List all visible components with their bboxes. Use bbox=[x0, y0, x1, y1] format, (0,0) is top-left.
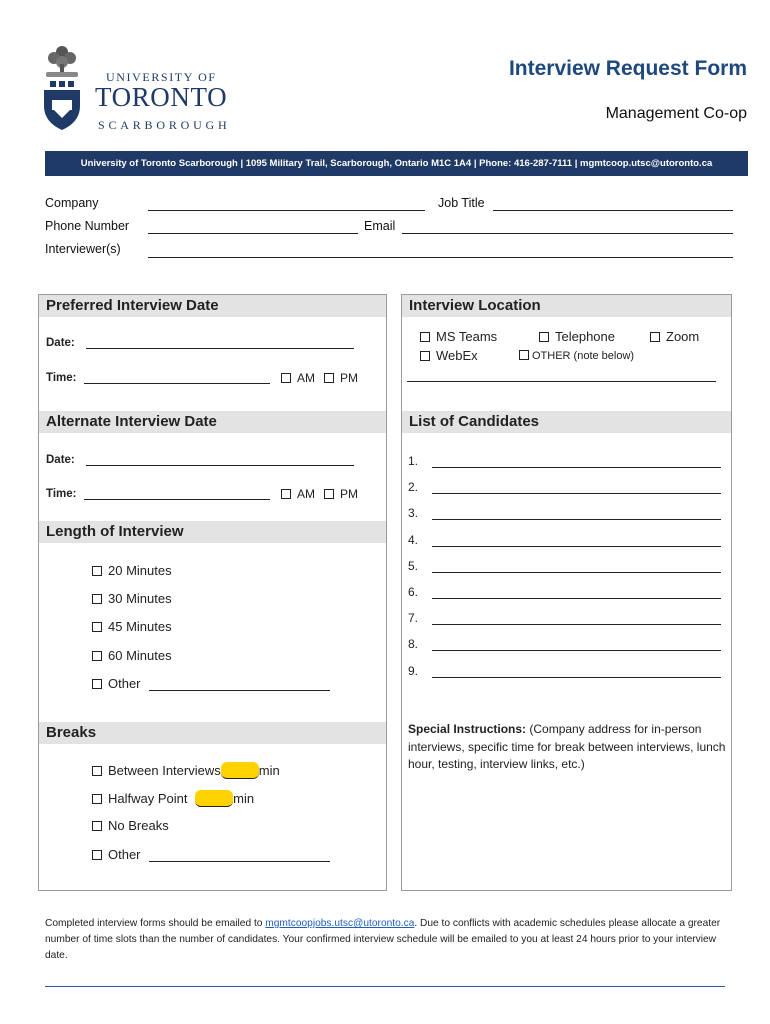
preferred-date-field[interactable] bbox=[86, 348, 354, 349]
candidate-name-field[interactable] bbox=[432, 572, 721, 573]
contact-banner: University of Toronto Scarborough | 1095 Military Trail, Scarborough, Ontario M1C 1A4 | Phone: 416-287-7111 | mgmtcoop.utsc@utoronto.ca bbox=[45, 151, 748, 176]
candidate-number: 3. bbox=[408, 506, 419, 520]
preferred-am-option[interactable]: AM bbox=[281, 371, 315, 385]
break-between-option[interactable]: Between Interviews min bbox=[92, 762, 280, 779]
candidate-name-field[interactable] bbox=[432, 650, 721, 651]
checkbox-icon bbox=[92, 766, 102, 776]
right-panel bbox=[401, 294, 732, 891]
candidate-name-field[interactable] bbox=[432, 519, 721, 520]
logo-line-2: TORONTO bbox=[95, 82, 228, 112]
interviewers-field[interactable] bbox=[148, 257, 733, 258]
candidate-number: 6. bbox=[408, 585, 419, 599]
special-instructions bbox=[408, 721, 728, 774]
special-instructions-label: Special Instructions: bbox=[408, 722, 527, 736]
length-option-30[interactable]: 30 Minutes bbox=[92, 591, 172, 606]
checkbox-icon bbox=[92, 821, 102, 831]
length-other-field[interactable] bbox=[149, 690, 330, 691]
alternate-time-label: Time: bbox=[46, 488, 77, 500]
alternate-date-label: Date: bbox=[46, 454, 75, 466]
submission-email-link[interactable]: mgmtcoopjobs.utsc@utoronto.ca bbox=[265, 918, 415, 929]
checkbox-icon bbox=[92, 679, 102, 689]
candidate-number: 1. bbox=[408, 454, 419, 468]
preferred-time-label: Time: bbox=[46, 372, 77, 384]
checkbox-icon bbox=[420, 332, 430, 342]
location-ms-teams-option[interactable]: MS Teams bbox=[420, 329, 497, 344]
checkbox-icon bbox=[92, 622, 102, 632]
alternate-pm-option[interactable]: PM bbox=[324, 487, 358, 501]
company-label: Company bbox=[45, 196, 99, 210]
location-webex-option[interactable]: WebEx bbox=[420, 348, 478, 363]
candidate-number: 7. bbox=[408, 611, 419, 625]
checkbox-icon bbox=[324, 489, 334, 499]
candidate-number: 8. bbox=[408, 637, 419, 651]
alternate-date-field[interactable] bbox=[86, 465, 354, 466]
candidate-number: 5. bbox=[408, 559, 419, 573]
company-field[interactable] bbox=[148, 210, 425, 211]
checkbox-icon bbox=[539, 332, 549, 342]
checkbox-icon bbox=[420, 351, 430, 361]
length-option-60[interactable]: 60 Minutes bbox=[92, 648, 172, 663]
location-other-field[interactable] bbox=[407, 381, 716, 382]
candidates-heading: List of Candidates bbox=[402, 411, 731, 433]
location-telephone-option[interactable]: Telephone bbox=[539, 329, 615, 344]
checkbox-icon bbox=[519, 350, 529, 360]
checkbox-icon bbox=[92, 651, 102, 661]
break-halfway-option[interactable]: Halfway Point min bbox=[92, 790, 254, 807]
preferred-pm-option[interactable]: PM bbox=[324, 371, 358, 385]
special-instructions-text: (Company address for in-person interviews, specific time for break between interviews, lunch hour, testing, interview links, etc.) bbox=[408, 722, 726, 771]
candidate-number: 4. bbox=[408, 533, 419, 547]
alternate-time-field[interactable] bbox=[84, 499, 270, 500]
form-title: Interview Request Form bbox=[508, 57, 747, 80]
length-option-20[interactable]: 20 Minutes bbox=[92, 563, 172, 578]
candidate-name-field[interactable] bbox=[432, 493, 721, 494]
preferred-date-label: Date: bbox=[46, 337, 75, 349]
location-heading: Interview Location bbox=[402, 295, 731, 317]
candidate-name-field[interactable] bbox=[432, 546, 721, 547]
footer-note: Completed interview forms should be emailed to mgmtcoopjobs.utsc@utoronto.ca. Due to conflicts with academic schedules please allocate a greater number of time slots than the number of candidates. Your confirmed interview schedule will be emailed to you at least 24 hours prior to your interview date. bbox=[45, 918, 721, 961]
logo-line-1: UNIVERSITY OF bbox=[106, 70, 217, 84]
email-label: Email bbox=[364, 219, 396, 233]
break-halfway-minutes-field[interactable] bbox=[195, 790, 233, 807]
preferred-time-field[interactable] bbox=[84, 383, 270, 384]
alternate-date-heading: Alternate Interview Date bbox=[39, 411, 386, 433]
footer-divider bbox=[45, 986, 725, 987]
break-other-option[interactable]: Other bbox=[92, 847, 141, 862]
location-zoom-option[interactable]: Zoom bbox=[650, 329, 699, 344]
university-logo bbox=[40, 44, 255, 136]
logo-line-3: SCARBOROUGH bbox=[98, 118, 231, 132]
checkbox-icon bbox=[650, 332, 660, 342]
candidate-number: 2. bbox=[408, 480, 419, 494]
candidate-name-field[interactable] bbox=[432, 467, 721, 468]
email-field[interactable] bbox=[402, 233, 733, 234]
checkbox-icon bbox=[324, 373, 334, 383]
form-subtitle: Management Co-op bbox=[605, 105, 747, 122]
interviewers-label: Interviewer(s) bbox=[45, 242, 121, 256]
candidate-name-field[interactable] bbox=[432, 677, 721, 678]
break-none-option[interactable]: No Breaks bbox=[92, 818, 169, 833]
checkbox-icon bbox=[281, 373, 291, 383]
candidate-name-field[interactable] bbox=[432, 624, 721, 625]
location-other-option[interactable]: OTHER (note below) bbox=[519, 350, 634, 362]
checkbox-icon bbox=[92, 566, 102, 576]
job-title-label: Job Title bbox=[438, 196, 485, 210]
length-option-other[interactable]: Other bbox=[92, 676, 141, 691]
length-option-45[interactable]: 45 Minutes bbox=[92, 619, 172, 634]
checkbox-icon bbox=[92, 794, 102, 804]
break-between-minutes-field[interactable] bbox=[221, 762, 259, 779]
alternate-am-option[interactable]: AM bbox=[281, 487, 315, 501]
job-title-field[interactable] bbox=[493, 210, 733, 211]
checkbox-icon bbox=[92, 594, 102, 604]
candidate-name-field[interactable] bbox=[432, 598, 721, 599]
breaks-heading: Breaks bbox=[39, 722, 386, 744]
candidate-number: 9. bbox=[408, 664, 419, 678]
crest-icon bbox=[40, 44, 96, 136]
break-other-field[interactable] bbox=[149, 861, 330, 862]
phone-label: Phone Number bbox=[45, 219, 130, 233]
checkbox-icon bbox=[281, 489, 291, 499]
preferred-date-heading: Preferred Interview Date bbox=[39, 295, 386, 317]
checkbox-icon bbox=[92, 850, 102, 860]
phone-field[interactable] bbox=[148, 233, 358, 234]
length-heading: Length of Interview bbox=[39, 521, 386, 543]
